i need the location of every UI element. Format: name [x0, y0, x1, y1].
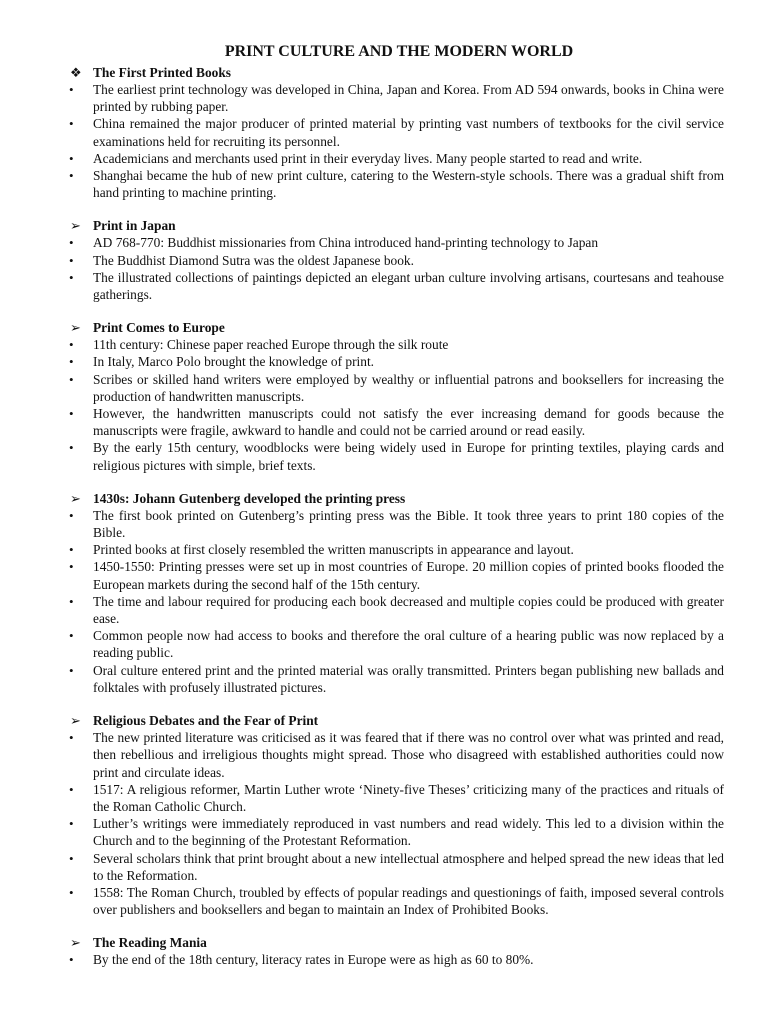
arrow-bullet-icon: ➢ [70, 218, 81, 234]
list-item [66, 627, 724, 661]
diamond-bullet-icon: ❖ [70, 65, 82, 80]
list-item-text: AD 768-770: Buddhist missionaries from China introduced hand-printing technology to Japan [93, 235, 599, 251]
bullet-icon: • [69, 952, 74, 968]
page-title: PRINT CULTURE AND THE MODERN WORLD [224, 43, 574, 60]
list-item-text: 1450-1550: Printing presses were set up in most countries of Europe. 20 million copies of printed books flooded the European markets during the second half of the 15th century. [93, 559, 724, 592]
section [66, 319, 724, 474]
bullet-icon: • [69, 559, 74, 575]
bullet-icon: • [69, 628, 74, 644]
section [66, 490, 724, 696]
section [66, 934, 724, 968]
list-item [66, 884, 724, 918]
list-item [66, 353, 724, 370]
list-item-text: The new printed literature was criticised as it was feared that if there was no control over what was printed and read, then rebellious and irreligious thoughts might spread. Those who disagreed with established authorities could now print and circulate ideas. [93, 730, 724, 780]
arrow-bullet-icon: ➢ [70, 320, 81, 336]
list-item [66, 951, 724, 968]
bullet-icon: • [69, 150, 74, 166]
section [66, 64, 724, 201]
list-item-text: By the end of the 18th century, literacy rates in Europe were as high as 60 to 80%. [93, 952, 534, 968]
bullet-icon: • [69, 235, 74, 251]
list-item-text: China remained the major producer of printed material by printing vast numbers of textbooks for the civil service examinations held for recruiting its personnel. [93, 116, 724, 149]
list-item-text: Printed books at first closely resembled the written manuscripts in appearance and layout. [93, 542, 574, 558]
bullet-icon: • [69, 662, 74, 678]
section-heading-text: Print Comes to Europe [93, 320, 225, 336]
list-item [66, 336, 724, 353]
list-item-text: The time and labour required for producing each book decreased and multiple copies could be produced with greater ease. [93, 593, 724, 627]
section-heading [66, 490, 724, 507]
list-item [66, 405, 724, 439]
list-item-text: However, the handwritten manuscripts could not satisfy the ever increasing demand for goods because the manuscripts were fragile, awkward to handle and could not be carried around or read easily. [93, 406, 724, 439]
bullet-icon: • [69, 507, 74, 523]
list-item-text: Shanghai became the hub of new print culture, catering to the Western-style schools. There was a gradual shift from hand printing to machine printing. [93, 168, 724, 201]
bullet-icon: • [69, 593, 74, 609]
arrow-bullet-icon: ➢ [70, 935, 81, 951]
list-item-text: By the early 15th century, woodblocks were being widely used in Europe for printing textiles, playing cards and religious pictures with simple, brief texts. [93, 440, 724, 473]
bullet-icon: • [69, 542, 74, 558]
list-item-text: The illustrated collections of paintings depicted an elegant urban culture involving artisans, courtesans and teahouse gatherings. [93, 269, 724, 303]
bullet-list [66, 336, 724, 474]
bullet-list [66, 729, 724, 918]
list-item-text: 1558: The Roman Church, troubled by effects of popular readings and questionings of faith, imposed several controls over publishers and booksellers and began to maintain an Index of Prohibited Books. [93, 884, 724, 918]
list-item-text: The earliest print technology was developed in China, Japan and Korea. From AD 594 onwards, books in China were printed by rubbing paper. [93, 82, 724, 115]
bullet-icon: • [69, 440, 74, 456]
sections-container [66, 64, 724, 969]
list-item [66, 115, 724, 149]
list-item [66, 81, 724, 115]
section-heading [66, 712, 724, 729]
list-item-text: Common people now had access to books and therefore the oral culture of a hearing public was now replaced by a reading public. [93, 628, 724, 661]
list-item [66, 558, 724, 592]
list-item-text: The first book printed on Gutenberg’s printing press was the Bible. It took three years to print 180 copies of the Bible. [93, 507, 724, 541]
list-item-text: Several scholars think that print brought about a new intellectual atmosphere and helped spread the new ideas that led to the Reformation. [93, 850, 724, 883]
bullet-icon: • [69, 269, 74, 285]
section-heading-text: Print in Japan [93, 218, 176, 234]
list-item [66, 541, 724, 558]
section-heading-text: 1430s: Johann Gutenberg developed the printing press [93, 490, 406, 506]
section-heading-text: Religious Debates and the Fear of Print [93, 713, 319, 729]
arrow-bullet-icon: ➢ [70, 713, 81, 729]
list-item [66, 850, 724, 884]
bullet-icon: • [69, 884, 74, 900]
section-heading [66, 934, 724, 951]
section-heading [66, 217, 724, 234]
bullet-icon: • [69, 82, 74, 97]
list-item [66, 269, 724, 303]
list-item-text: Scribes or skilled hand writers were employed by wealthy or influential patrons and booksellers for increasing the production of handwritten manuscripts. [93, 371, 724, 404]
bullet-icon: • [69, 116, 74, 132]
bullet-icon: • [69, 252, 74, 268]
list-item-text: Luther’s writings were immediately reproduced in vast numbers and read widely. This led to a division within the Church and to the beginning of the Protestant Reformation. [93, 816, 724, 849]
list-item [66, 167, 724, 201]
list-item-text: The Buddhist Diamond Sutra was the oldest Japanese book. [93, 252, 414, 268]
list-item [66, 150, 724, 167]
list-item [66, 729, 724, 781]
bullet-icon: • [69, 850, 74, 866]
list-item-text: 1517: A religious reformer, Martin Luther wrote ‘Ninety-five Theses’ criticizing many of the practices and rituals of the Roman Catholic Church. [93, 781, 724, 814]
bullet-icon: • [69, 781, 74, 797]
section-heading [66, 319, 724, 336]
bullet-icon: • [69, 730, 74, 746]
list-item-text: Oral culture entered print and the printed material was orally transmitted. Printers began publishing new ballads and folktales with profusely illustrated pictures. [93, 662, 724, 695]
bullet-list [66, 81, 724, 201]
list-item [66, 371, 724, 405]
bullet-icon: • [69, 406, 74, 422]
bullet-list [66, 951, 724, 968]
list-item [66, 252, 724, 269]
arrow-bullet-icon: ➢ [70, 490, 81, 506]
section-heading-text: The First Printed Books [93, 65, 231, 80]
list-item [66, 439, 724, 473]
section [66, 712, 724, 918]
list-item [66, 662, 724, 696]
list-item [66, 507, 724, 541]
list-item-text: 11th century: Chinese paper reached Europe through the silk route [93, 337, 449, 353]
bullet-icon: • [69, 371, 74, 387]
bullet-icon: • [69, 816, 74, 832]
bullet-icon: • [69, 168, 74, 184]
bullet-list [66, 507, 724, 696]
section [66, 217, 724, 303]
list-item [66, 593, 724, 627]
list-item [66, 234, 724, 251]
bullet-list [66, 234, 724, 303]
list-item-text: In Italy, Marco Polo brought the knowledge of print. [93, 354, 375, 370]
bullet-icon: • [69, 354, 74, 370]
list-item-text: Academicians and merchants used print in their everyday lives. Many people started to read and write. [93, 150, 643, 166]
list-item [66, 815, 724, 849]
section-heading-text: The Reading Mania [93, 935, 207, 951]
section-heading [66, 64, 724, 81]
bullet-icon: • [69, 337, 74, 353]
list-item [66, 781, 724, 815]
